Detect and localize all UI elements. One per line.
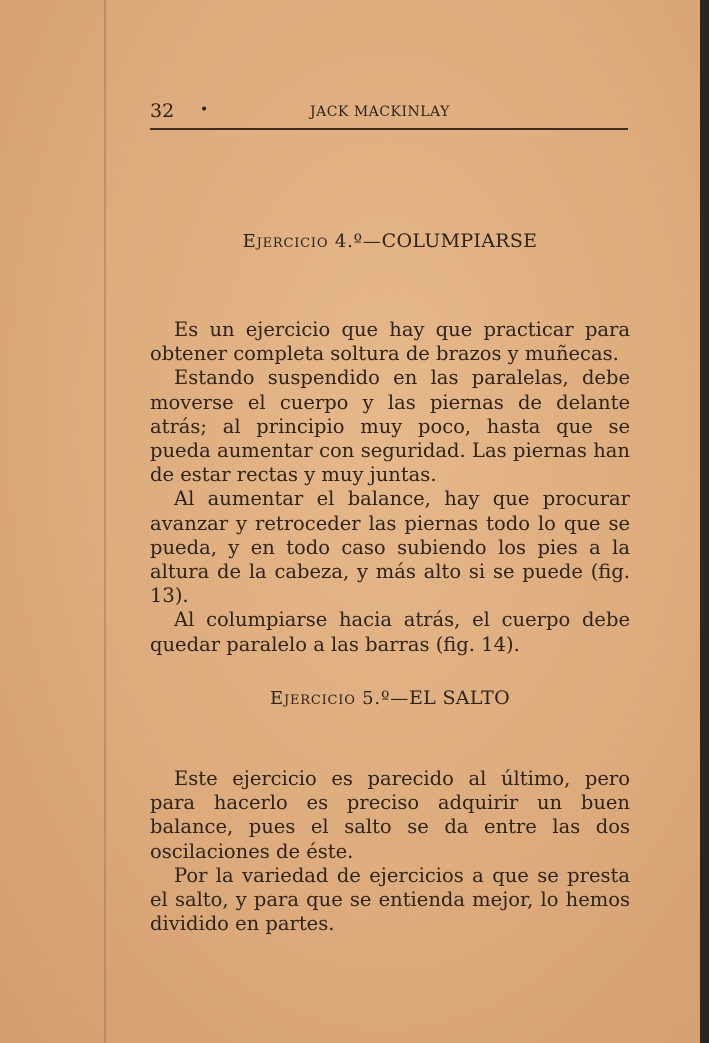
page-number: 32 xyxy=(150,100,175,122)
section-body-columpiarse xyxy=(150,318,630,657)
paragraph: Al aumentar el balance, hay que procurar avanzar y retroceder las piernas todo lo que se pueda, y en todo caso subiendo los pies a la altura de la cabeza, y más alto si se puede (fig. 13). xyxy=(150,487,630,608)
section-body-el-salto xyxy=(150,767,630,936)
scan-edge xyxy=(700,0,709,1043)
header-separator: • xyxy=(200,102,209,118)
section-title-prefix: Ejercicio 4.º— xyxy=(242,231,382,252)
section-title-main: EL SALTO xyxy=(409,687,510,709)
paragraph: Este ejercicio es parecido al último, pero para hacerlo es preciso adquirir un buen balance, pues el salto se da entre las dos oscilaciones de éste. xyxy=(150,767,630,863)
paragraph: Estando suspendido en las paralelas, debe moverse el cuerpo y las piernas de delante atrás; al principio muy poco, hasta que se pueda aumentar con seguridad. Las piernas han de estar rectas y muy juntas. xyxy=(150,366,630,487)
section-title-columpiarse xyxy=(40,230,709,252)
running-head-author: JACK MACKINLAY xyxy=(310,104,450,120)
section-title-main: COLUMPIARSE xyxy=(381,230,538,252)
paragraph: Es un ejercicio que hay que practicar para obtener completa soltura de brazos y muñecas. xyxy=(150,318,630,366)
paragraph: Por la variedad de ejercicios a que se presta el salto, y para que se entienda mejor, lo hemos dividido en partes. xyxy=(150,863,630,936)
paragraph: Al columpiarse hacia atrás, el cuerpo debe quedar paralelo a las barras (fig. 14). xyxy=(150,608,630,656)
section-title-el-salto xyxy=(40,687,709,709)
gutter-line xyxy=(104,0,106,1043)
running-head xyxy=(150,100,628,130)
section-title-prefix: Ejercicio 5.º— xyxy=(270,688,410,709)
